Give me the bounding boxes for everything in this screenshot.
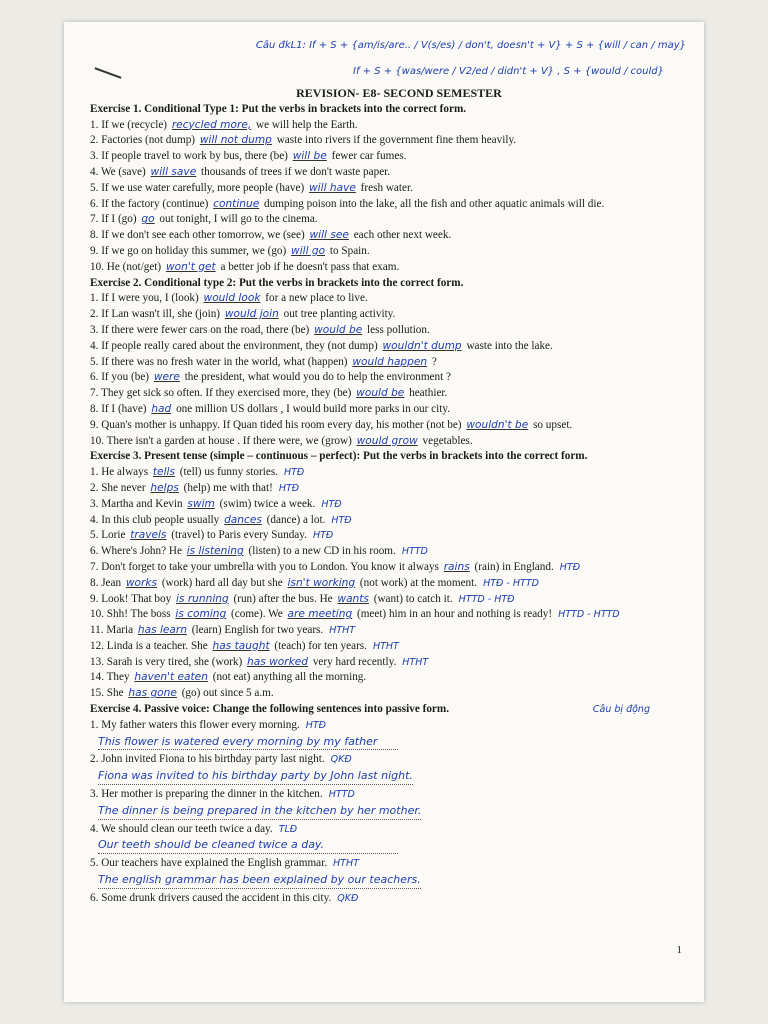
handwritten-answer: helps <box>150 481 179 494</box>
handwritten-answer: Our teeth should be cleaned twice a day. <box>98 837 398 854</box>
handwritten-answer: tells <box>152 466 175 479</box>
ex4-question <box>90 718 688 734</box>
pen-stroke <box>95 67 122 78</box>
tense-note: HTĐ <box>283 467 305 479</box>
question-text: 9. Look! That boy <box>90 592 174 605</box>
question-text: dumping poison into the lake, all the fish and other aquatic animals will die. <box>261 197 605 210</box>
question-text: (rain) in England. <box>471 560 554 573</box>
question-text: one million US dollars , I would build more parks in our city. <box>173 402 451 415</box>
ex3-item <box>90 623 688 639</box>
worksheet-title: REVISION- E8- SECOND SEMESTER <box>296 86 502 100</box>
question-text: each other next week. <box>350 229 452 242</box>
ex1-item <box>90 212 688 228</box>
ex1-item <box>90 244 688 260</box>
ex3-item <box>90 592 688 608</box>
handwritten-answer: will see <box>309 229 349 242</box>
question-text: 9. Quan's mother is unhappy. If Quan tided his room every day, his mother (not be) <box>90 418 465 431</box>
question-text: 15. She <box>90 687 127 700</box>
question-text: 4. If people really cared about the environment, they (not dump) <box>90 339 381 352</box>
handwritten-answer: has taught <box>212 639 270 652</box>
ex1-item <box>90 133 688 149</box>
ex4-answer-row <box>90 872 688 891</box>
question-text: (not work) at the moment. <box>357 576 478 589</box>
question-text: fresh water. <box>357 181 413 194</box>
question-text: 6. If you (be) <box>90 371 152 384</box>
ex1-item <box>90 228 688 244</box>
question-text: 6. Some drunk drivers caused the accident in this city. <box>90 891 332 904</box>
ex4-question <box>90 822 688 838</box>
handwritten-answer: works <box>125 576 158 589</box>
ex1-item <box>90 118 688 134</box>
ex3-item <box>90 655 688 671</box>
question-text: 7. They get sick so often. If they exercised more, they (be) <box>90 387 355 400</box>
question-text: to Spain. <box>327 244 370 257</box>
question-text: 6. Where's John? He <box>90 545 185 558</box>
question-text: 3. Martha and Kevin <box>90 497 186 510</box>
question-text: waste into rivers if the government fine them heavily. <box>273 134 517 147</box>
question-text: 5. If we use water carefully, more people (have) <box>90 181 308 194</box>
handwritten-answer: are meeting <box>287 608 353 621</box>
question-text: 2. Factories (not dump) <box>90 134 198 147</box>
handwritten-answer: would happen <box>352 355 428 368</box>
ex3-item <box>90 560 688 576</box>
exercise-4-list <box>90 718 688 907</box>
question-text: vegetables. <box>419 434 473 447</box>
tense-note: HTĐ <box>312 530 334 542</box>
tense-note: HTĐ <box>559 561 581 573</box>
tense-note: HTHT <box>329 625 356 637</box>
question-text: 9. If we go on holiday this summer, we (go) <box>90 244 290 257</box>
handwritten-note-type2: If + S + {was/were / V2/ed / didn't + V} , S + {would / could} <box>353 66 664 77</box>
question-text: 4. We (save) <box>90 165 149 178</box>
tense-note: HTĐ <box>321 498 342 510</box>
ex3-item <box>90 513 688 529</box>
question-text: (meet) him in an hour and nothing is ready! <box>354 608 553 621</box>
handwritten-answer: go <box>141 213 155 226</box>
ex3-item <box>90 544 688 560</box>
tense-note: QKĐ <box>330 754 352 766</box>
question-text: a better job if he doesn't pass that exam. <box>217 260 400 273</box>
question-text: 11. Maria <box>90 624 136 637</box>
question-text: so upset. <box>530 418 573 431</box>
ex3-item <box>90 686 688 702</box>
question-text: 2. She never <box>90 481 149 494</box>
question-text: 1. If we (recycle) <box>90 118 170 131</box>
ex2-item <box>90 434 688 450</box>
ex3-item <box>90 670 688 686</box>
handwritten-answer: isn't working <box>287 576 356 589</box>
question-text: 14. They <box>90 671 133 684</box>
ex2-item <box>90 418 688 434</box>
ex3-item <box>90 497 688 513</box>
exercise-2-list <box>90 291 688 449</box>
handwritten-answer: has worked <box>247 655 309 668</box>
question-text: 8. If we don't see each other tomorrow, we (see) <box>90 229 308 242</box>
handwritten-answer: The dinner is being prepared in the kitchen by her mother. <box>98 803 421 820</box>
tense-note: HTTD <box>328 789 355 801</box>
ex4-question <box>90 787 688 803</box>
handwritten-answer: swim <box>187 497 215 510</box>
ex3-item <box>90 576 688 592</box>
question-text: (work) hard all day but she <box>159 576 286 589</box>
handwritten-answer: Fiona was invited to his birthday party by John last night. <box>98 768 413 785</box>
question-text: 7. If I (go) <box>90 213 140 226</box>
question-text: (dance) a lot. <box>263 513 326 526</box>
exercise-3-list <box>90 465 688 702</box>
handwritten-answer: is listening <box>186 545 244 558</box>
exercise-4-heading: Exercise 4. Passive voice: Change the following sentences into passive form. <box>90 703 449 716</box>
ex4-answer-row <box>90 768 688 787</box>
question-text: (learn) English for two years. <box>189 624 324 637</box>
tense-note: HTĐ <box>331 514 352 526</box>
ex3-item <box>90 639 688 655</box>
question-text: thousands of trees if we don't waste paper. <box>198 165 391 178</box>
question-text: 4. In this club people usually <box>90 513 223 526</box>
question-text: (go) out since 5 a.m. <box>178 687 274 700</box>
exercise-4-side-note: Câu bị động <box>592 704 650 716</box>
question-text: out tonight, I will go to the cinema. <box>156 213 318 226</box>
handwritten-answer: will go <box>291 244 326 257</box>
question-text: 6. If the factory (continue) <box>90 197 212 210</box>
handwritten-answer: wouldn't dump <box>382 339 462 352</box>
handwritten-answer: wouldn't be <box>466 418 529 431</box>
question-text: 8. Jean <box>90 576 124 589</box>
tense-note: HTTD - HTTD <box>558 609 620 621</box>
question-text: 8. If I (have) <box>90 402 150 415</box>
handwritten-answer: continue <box>213 197 260 210</box>
ex2-item <box>90 402 688 418</box>
question-text: ? <box>429 355 437 368</box>
handwritten-answer: would look <box>203 292 261 305</box>
ex4-question <box>90 856 688 872</box>
question-text: 7. Don't forget to take your umbrella with you to London. You know it always <box>90 560 442 573</box>
tense-note: HTĐ <box>305 719 327 731</box>
question-text: less pollution. <box>364 323 430 336</box>
question-text: 3. If there were fewer cars on the road, there (be) <box>90 323 313 336</box>
handwritten-answer: will be <box>292 150 327 163</box>
ex1-item <box>90 181 688 197</box>
handwritten-answer: will not dump <box>199 134 272 147</box>
question-text: 13. Sarah is very tired, she (work) <box>90 655 246 668</box>
ex1-item <box>90 197 688 213</box>
ex2-item <box>90 370 688 386</box>
handwritten-note-type1: Câu đkL1: If + S + {am/is/are.. / V(s/es) / don't, doesn't + V} + S + {will / can / may} <box>255 40 686 51</box>
question-text: heathier. <box>406 387 448 400</box>
question-text: 3. Her mother is preparing the dinner in the kitchen. <box>90 788 323 801</box>
ex3-item <box>90 607 688 623</box>
handwritten-answer: is running <box>176 592 229 605</box>
ex2-item <box>90 355 688 371</box>
tense-note: HTHT <box>333 858 359 870</box>
tense-note: HTHT <box>402 656 429 668</box>
question-text: (swim) twice a week. <box>216 497 316 510</box>
ex3-item <box>90 465 688 481</box>
question-text: 10. He (not/get) <box>90 260 164 273</box>
ex2-item <box>90 307 688 323</box>
tense-note: TLĐ <box>278 823 298 835</box>
handwritten-answer: haven't eaten <box>134 671 208 684</box>
handwritten-answer: would be <box>356 387 405 400</box>
question-text: out tree planting activity. <box>280 308 396 321</box>
ex3-item <box>90 528 688 544</box>
question-text: (not eat) anything all the morning. <box>209 671 367 684</box>
handwritten-answer: travels <box>130 529 167 542</box>
handwritten-answer: dances <box>224 513 262 526</box>
ex3-item <box>90 481 688 497</box>
ex2-item <box>90 386 688 402</box>
question-text: 1. He always <box>90 466 151 479</box>
handwritten-answer: is coming <box>175 608 227 621</box>
question-text: 2. If Lan wasn't ill, she (join) <box>90 308 223 321</box>
tense-note: HTTD - HTĐ <box>458 593 515 605</box>
handwritten-answer: were <box>153 371 180 384</box>
ex4-question <box>90 891 688 907</box>
question-text: 3. If people travel to work by bus, there (be) <box>90 150 291 163</box>
handwritten-answer: This flower is watered every morning by my father <box>98 734 398 751</box>
question-text: 10. There isn't a garden at house . If there were, we (grow) <box>90 434 355 447</box>
handwritten-answer: would be <box>314 323 363 336</box>
tense-note: QKĐ <box>337 892 359 904</box>
question-text: very hard recently. <box>310 655 397 668</box>
ex2-item <box>90 323 688 339</box>
question-text: 5. If there was no fresh water in the world, what (happen) <box>90 355 351 368</box>
ex1-item <box>90 149 688 165</box>
question-text: 10. Shh! The boss <box>90 608 174 621</box>
ex1-item <box>90 165 688 181</box>
ex2-item <box>90 339 688 355</box>
handwritten-answer: will save <box>150 165 197 178</box>
question-text: 1. My father waters this flower every morning. <box>90 718 300 731</box>
question-text: (tell) us funny stories. <box>176 466 278 479</box>
handwritten-answer: rains <box>443 560 470 573</box>
handwritten-answer: wants <box>337 592 369 605</box>
question-text: (help) me with that! <box>180 481 273 494</box>
ex4-answer-row <box>90 734 688 753</box>
question-text: (want) to catch it. <box>370 592 453 605</box>
worksheet-content <box>90 86 688 907</box>
exercise-4-header <box>90 702 650 718</box>
tense-note: HTĐ <box>278 482 300 494</box>
page-number: 1 <box>676 944 682 956</box>
ex2-item <box>90 291 688 307</box>
question-text: (listen) to a new CD in his room. <box>245 545 396 558</box>
handwritten-answer: had <box>151 402 172 415</box>
question-text: fewer car fumes. <box>328 150 407 163</box>
question-text: 12. Linda is a teacher. She <box>90 639 211 652</box>
question-text: 5. Our teachers have explained the English grammar. <box>90 857 328 870</box>
question-text: (teach) for ten years. <box>271 639 367 652</box>
ex4-answer-row <box>90 837 688 856</box>
handwritten-answer: would grow <box>356 434 418 447</box>
handwritten-answer: recycled more, <box>171 118 252 131</box>
handwritten-answer: will have <box>309 181 356 194</box>
tense-note: HTHT <box>372 640 399 652</box>
question-text: we will help the Earth. <box>253 118 358 131</box>
question-text: waste into the lake. <box>463 339 553 352</box>
ex4-answer-row <box>90 803 688 822</box>
question-text: the president, what would you do to help the environment ? <box>181 371 451 384</box>
exercise-2-heading: Exercise 2. Conditional type 2: Put the verbs in brackets into the correct form. <box>90 276 464 289</box>
ex1-item <box>90 260 688 276</box>
question-text: 5. Lorie <box>90 529 129 542</box>
handwritten-answer: would join <box>224 308 279 321</box>
handwritten-answer: has gone <box>128 687 177 700</box>
exercise-3-heading: Exercise 3. Present tense (simple – continuous – perfect): Put the verbs in brackets into the correct form. <box>90 450 588 463</box>
question-text: 1. If I were you, I (look) <box>90 292 202 305</box>
exercise-1-heading: Exercise 1. Conditional Type 1: Put the verbs in brackets into the correct form. <box>90 102 467 115</box>
question-text: 4. We should clean our teeth twice a day. <box>90 822 273 835</box>
worksheet-page <box>64 22 704 1002</box>
question-text: for a new place to live. <box>262 292 368 305</box>
tense-note: HTTD <box>401 546 428 558</box>
handwritten-answer: has learn <box>137 624 187 637</box>
handwritten-answer: The english grammar has been explained by our teachers. <box>98 872 421 889</box>
ex4-question <box>90 752 688 768</box>
handwritten-answer: won't get <box>165 260 216 273</box>
question-text: (run) after the bus. He <box>230 592 336 605</box>
exercise-1-list <box>90 118 688 276</box>
question-text: (come). We <box>228 608 286 621</box>
question-text: (travel) to Paris every Sunday. <box>168 529 307 542</box>
tense-note: HTĐ - HTTD <box>483 577 539 589</box>
question-text: 2. John invited Fiona to his birthday party last night. <box>90 753 325 766</box>
